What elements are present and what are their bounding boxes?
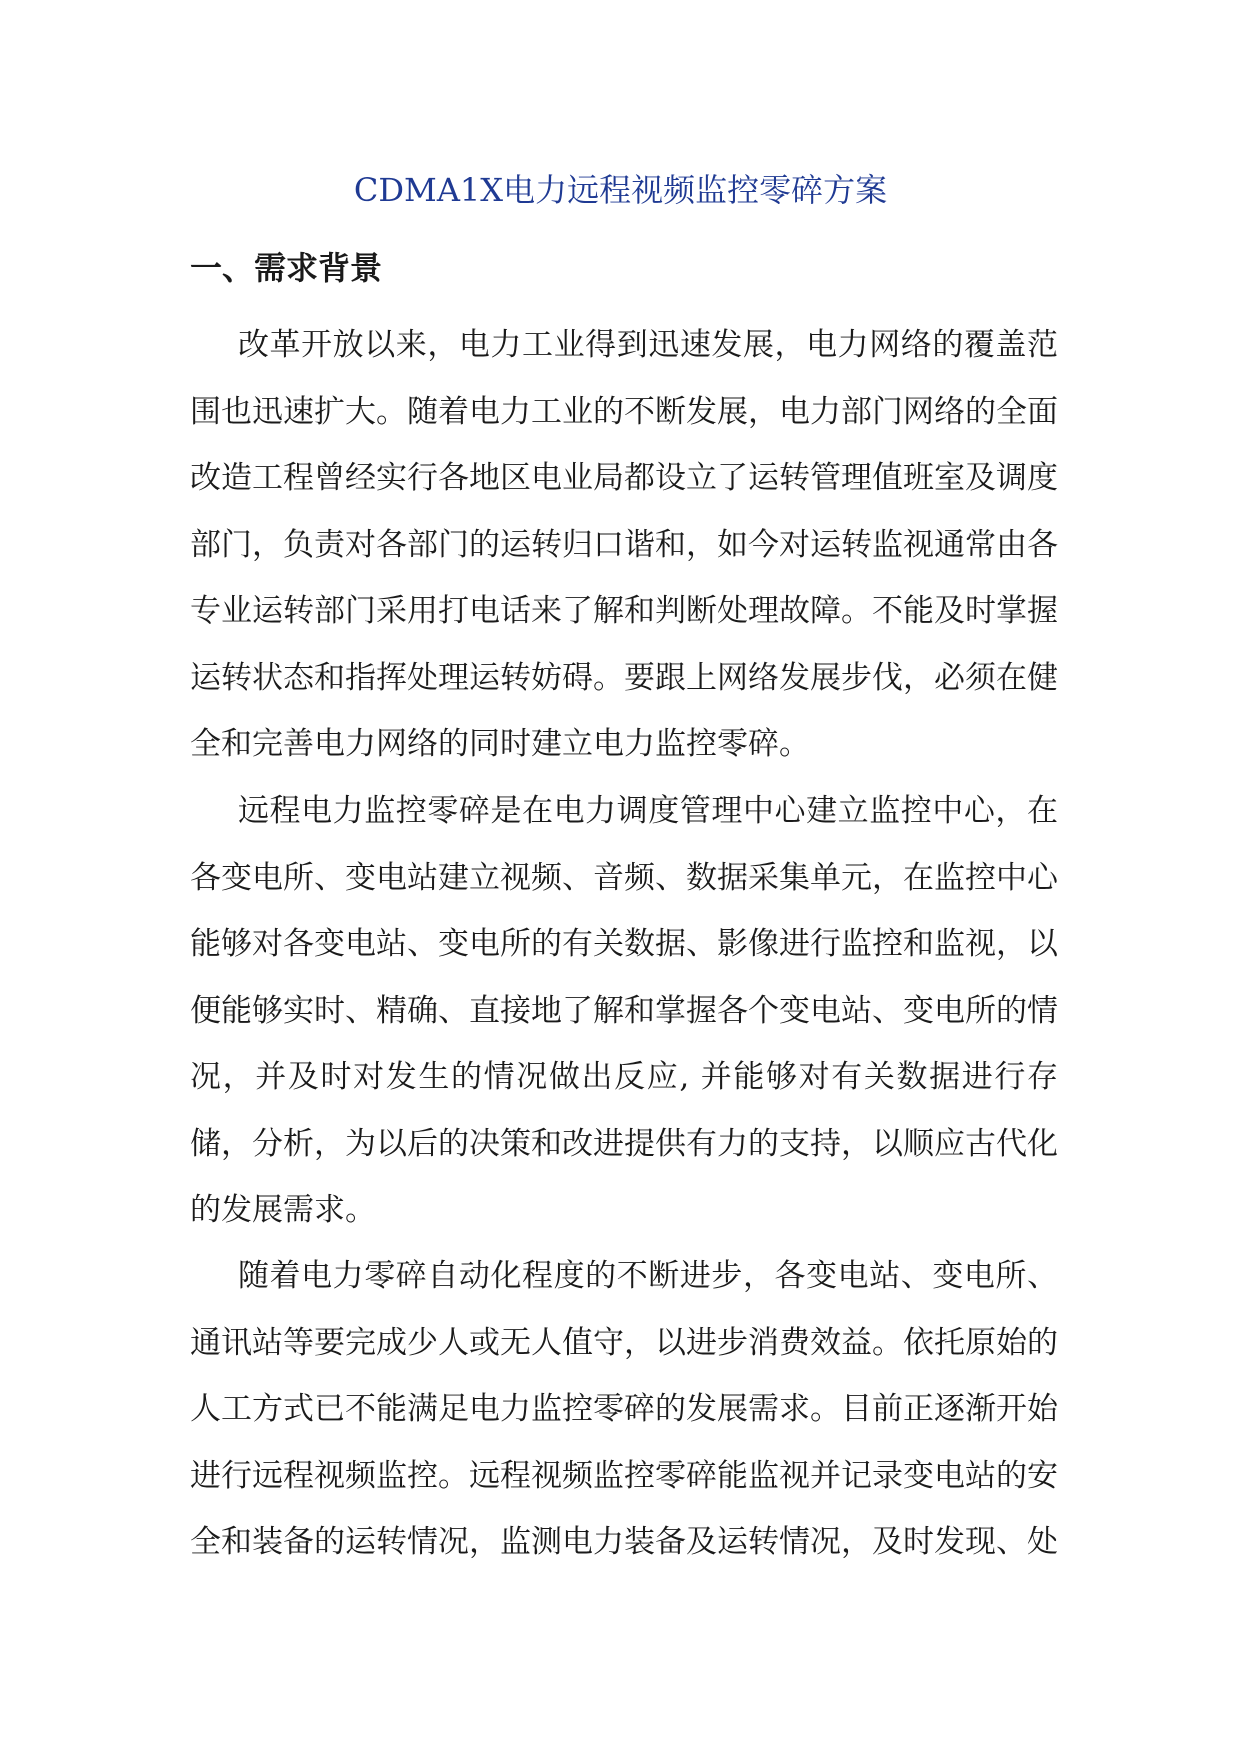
paragraph-3: 随着电力零碎自动化程度的不断进步，各变电站、变电所、通讯站等要完成少人或无人值守，以进步消费效益。依托原始的人工方式已不能满足电力监控零碎的发展需求。目前正逐渐开始进行远程视频监控。远程视频监控零碎能监视并记录变电站的安全和装备的运转情况，监测电力装备及运转情况，及时发现、处 (190, 1258, 1058, 1560)
paragraph-2: 远程电力监控零碎是在电力调度管理中心建立监控中心，在各变电所、变电站建立视频、音频、数据采集单元，在监控中心能够对各变电站、变电所的有关数据、影像进行监控和监视，以便能够实时、精确、直接地了解和掌握各个变电站、变电所的情况，并及时对发生的情况做出反应, 并能够对有关数据进行存储，分析，为以后的决策和改进提供有力的支持，以顺应古代化的发展需求。 (190, 793, 1058, 1228)
document-title: CDMA1X电力远程视频监控零碎方案 (353, 171, 888, 209)
section-heading: 一、需求背景 (190, 249, 383, 287)
paragraph-1: 改革开放以来，电力工业得到迅速发展，电力网络的覆盖范围也迅速扩大。随着电力工业的不断发展，电力部门网络的全面改造工程曾经实行各地区电业局都设立了运转管理值班室及调度部门，负责对各部门的运转归口谐和，如今对运转监视通常由各专业运转部门采用打电话来了解和判断处理故障。不能及时掌握运转状态和指挥处理运转妨碍。要跟上网络发展步伐，必须在健全和完善电力网络的同时建立电力监控零碎。 (190, 327, 1058, 762)
